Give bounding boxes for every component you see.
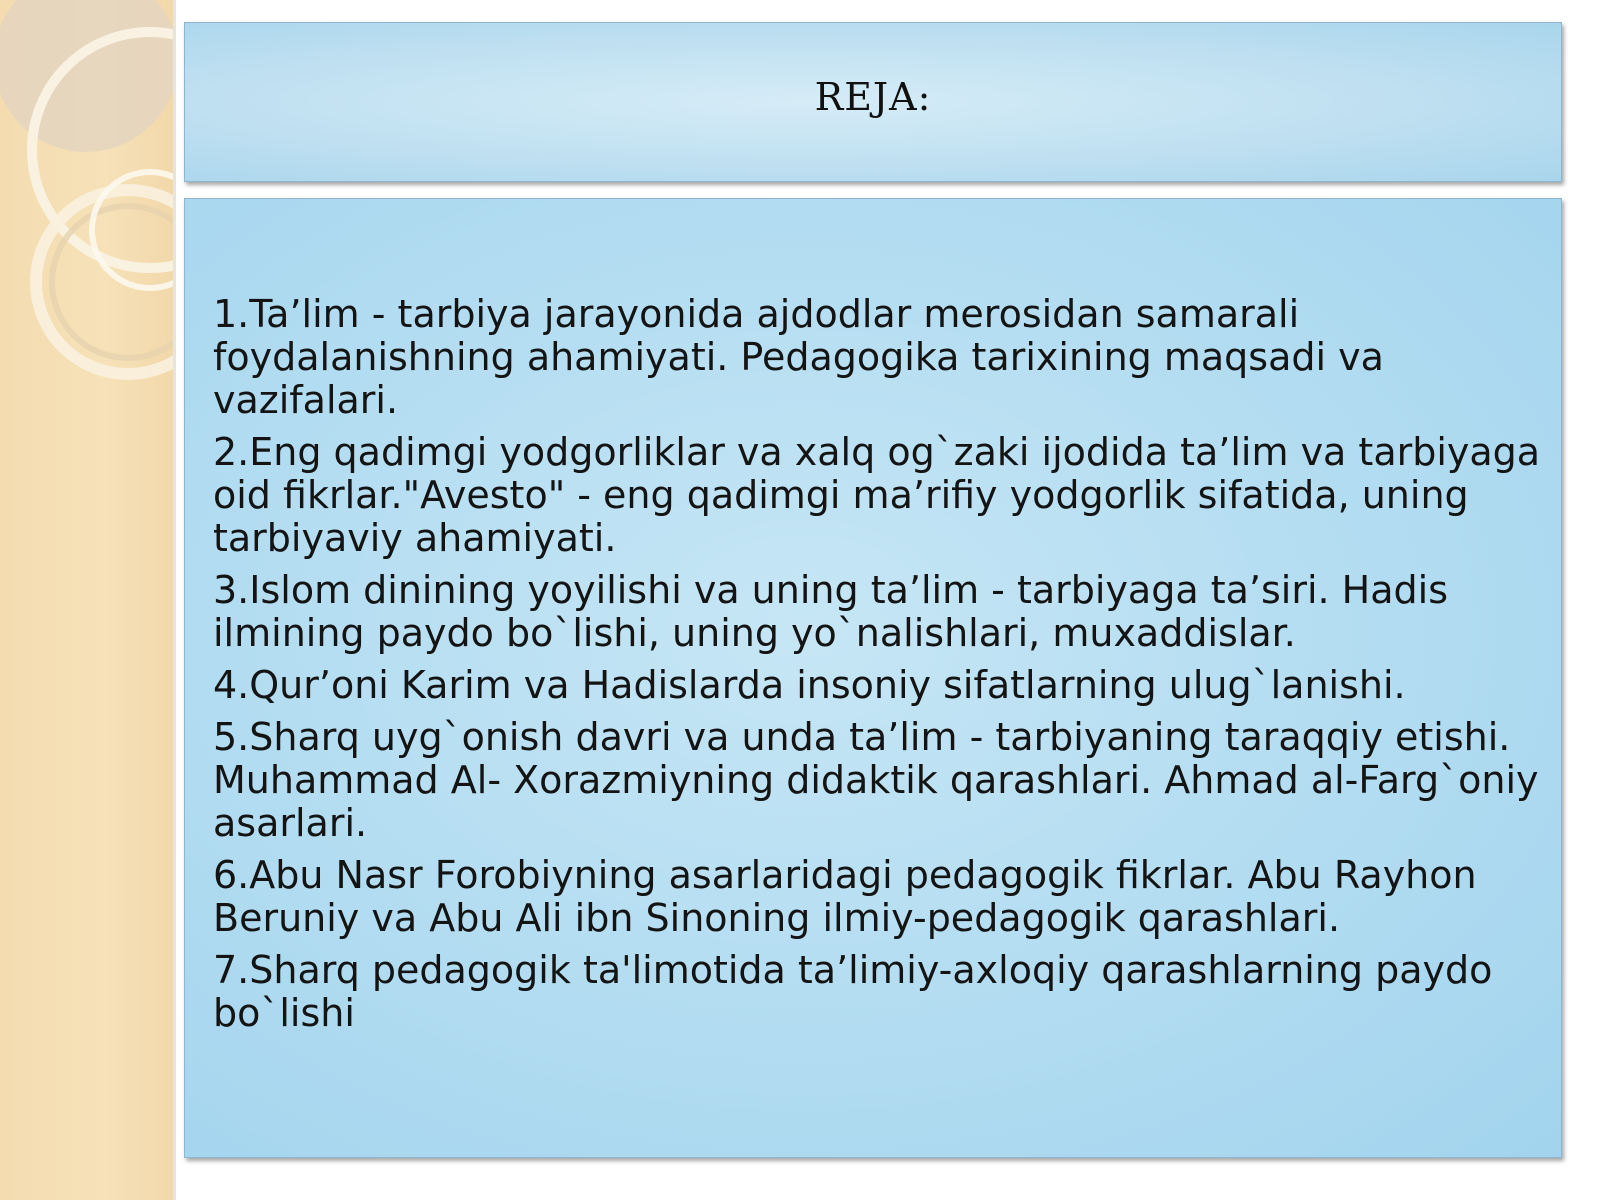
plan-item-7: 7.Sharq pedagogik ta'limotida ta’limiy-axloqiy qarashlarning paydo bo`lishi: [213, 948, 1493, 1035]
title-panel: [184, 22, 1562, 182]
plan-item-2: 2.Eng qadimgi yodgorliklar va xalq og`zaki ijodida ta’lim va tarbiyaga oid fikrlar."Avesto" - eng qadimgi ma’rifiy yodgorlik sifatida, uning tarbiyaviy ahamiyati.: [213, 430, 1541, 560]
plan-item-1: 1.Ta’lim - tarbiya jarayonida ajdodlar merosidan samarali foydalanishning ahamiyati. Pedagogika tarixining maqsadi va vazifalari.: [213, 292, 1384, 422]
plan-list: [213, 293, 1543, 1044]
band-edge-line: [173, 0, 176, 1200]
plan-item-6: 6.Abu Nasr Forobiyning asarlaridagi pedagogik fikrlar. Abu Rayhon Beruniy va Abu Ali ibn Sinoning ilmiy-pedagogik qarashlari.: [213, 853, 1477, 940]
plan-item-5: 5.Sharq uyg`onish davri va unda ta’lim - tarbiyaning taraqqiy etishi. Muhammad Al- Xorazmiyning didaktik qarashlari. Ahmad al-Farg`oniy asarlari.: [213, 715, 1539, 845]
slide-title: REJA:: [814, 75, 932, 119]
decorative-side-band: [0, 0, 176, 1200]
plan-item-4: 4.Qur’oni Karim va Hadislarda insoniy sifatlarning ulug`lanishi.: [213, 663, 1406, 707]
plan-item-3: 3.Islom dinining yoyilishi va uning ta’lim - tarbiyaga ta’siri. Hadis ilmining paydo bo`lishi, uning yo`nalishlari, muxaddislar.: [213, 568, 1448, 655]
decorative-rings: [0, 0, 176, 420]
content-panel: [184, 198, 1562, 1158]
